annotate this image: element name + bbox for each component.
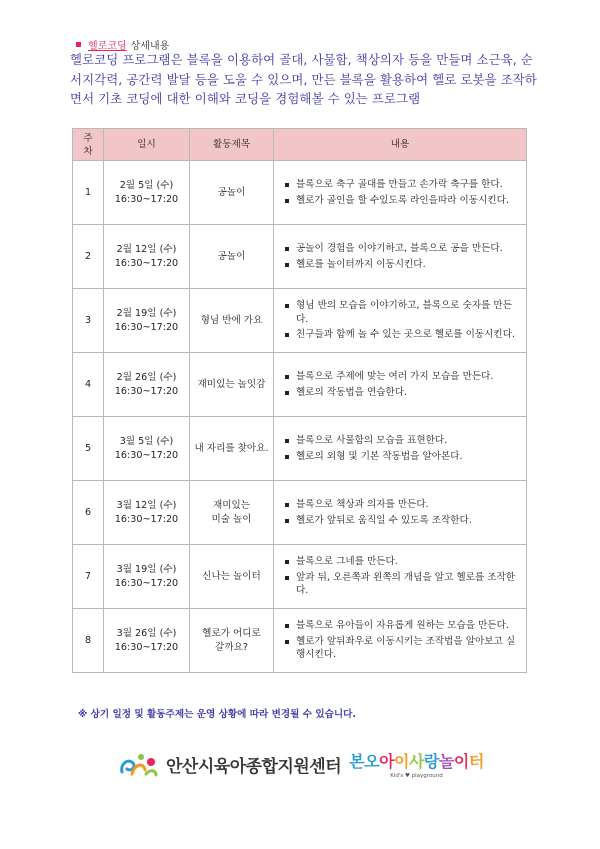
program-intro: 헬로코딩 프로그램은 블록을 이용하여 골대, 사물함, 책상의자 등을 만들며 소근육, 순서지각력, 공간력 발달 등을 도울 수 있으며, 만든 블록을 활용하여 헬로 로봇을 조작하면서 기초 코딩에 대한 이해와 코딩을 경험해볼 수 있는 프로그램 [70, 52, 537, 106]
section-tag: 헬로코딩 [88, 41, 127, 52]
content-list [284, 555, 522, 598]
content-cell [274, 417, 527, 481]
content-list [284, 434, 522, 463]
date-text: 2월 26일 (수) [116, 371, 177, 383]
content-list [284, 299, 522, 342]
table-row [73, 289, 527, 353]
week-cell: 5 [73, 417, 104, 481]
section-title: 상세내용 [130, 41, 170, 52]
date-text: 2월 19일 (수) [116, 307, 177, 319]
time-text: 16:30~17:20 [114, 321, 179, 333]
list-item: 블록으로 주제에 맞는 여러 가지 모습을 만든다. [284, 370, 522, 384]
content-list [284, 619, 522, 662]
activity-title-cell: 신나는 놀이터 [190, 545, 274, 609]
date-cell [104, 481, 190, 545]
center-logo-icon [118, 750, 160, 780]
activity-title-cell: 형님 반에 가요 [190, 289, 274, 353]
list-item: 헬로가 앞뒤로 움직일 수 있도록 조작한다. [284, 514, 522, 528]
list-item: 친구들과 함께 놀 수 있는 곳으로 헬로를 이동시킨다. [284, 328, 522, 342]
pink-square-bullet-icon [76, 42, 81, 47]
time-text: 16:30~17:20 [114, 513, 179, 525]
list-item: 형님 반의 모습을 이야기하고, 블록으로 숫자를 만든다. [284, 299, 522, 326]
content-cell [274, 609, 527, 673]
content-list [284, 498, 522, 527]
center-name: 안산시육아종합지원센터 [166, 757, 342, 777]
content-cell [274, 353, 527, 417]
content-cell [274, 161, 527, 225]
week-cell: 7 [73, 545, 104, 609]
footer-logo [118, 750, 484, 780]
activity-title-cell: 헬로가 어디로 갈까요? [190, 609, 274, 673]
week-cell: 1 [73, 161, 104, 225]
activity-title-cell: 공놀이 [190, 161, 274, 225]
week-cell: 6 [73, 481, 104, 545]
time-text: 16:30~17:20 [114, 577, 179, 589]
header-activity-title: 활동제목 [190, 129, 274, 161]
date-text: 3월 26일 (수) [116, 627, 177, 639]
list-item: 블록으로 사물함의 모습을 표현한다. [284, 434, 522, 448]
list-item: 헬로의 외형 및 기본 작동법을 알아본다. [284, 450, 522, 464]
date-text: 2월 12일 (수) [116, 243, 177, 255]
header-content: 내용 [274, 129, 527, 161]
content-list [284, 370, 522, 399]
table-row [73, 481, 527, 545]
list-item: 블록으로 축구 골대를 만들고 손가락 축구를 한다. [284, 178, 522, 192]
list-item: 앞과 뒤, 오른쪽과 왼쪽의 개념을 알고 헬로를 조작한다. [284, 571, 522, 598]
list-item: 헬로가 골인을 할 수있도록 라인을따라 이동시킨다. [284, 194, 522, 208]
date-cell [104, 353, 190, 417]
date-cell [104, 161, 190, 225]
table-header-row [73, 129, 527, 161]
schedule-notice: ※ 상기 일정 및 활동주제는 운영 상황에 따라 변경될 수 있습니다. [78, 709, 357, 720]
date-text: 3월 19일 (수) [116, 563, 177, 575]
list-item: 블록으로 책상과 의자를 만든다. [284, 498, 522, 512]
table-row [73, 609, 527, 673]
table-row [73, 545, 527, 609]
activity-title-cell: 공놀이 [190, 225, 274, 289]
date-cell [104, 545, 190, 609]
week-cell: 4 [73, 353, 104, 417]
time-text: 16:30~17:20 [114, 385, 179, 397]
table-row [73, 161, 527, 225]
content-cell [274, 545, 527, 609]
week-cell: 3 [73, 289, 104, 353]
list-item: 헬로를 놀이터까지 이동시킨다. [284, 258, 522, 272]
content-list [284, 178, 522, 207]
activity-title-cell: 내 자리를 찾아요. [190, 417, 274, 481]
brand-name: 아이사랑놀이터 [379, 752, 484, 771]
list-item: 헬로의 작동법을 연습한다. [284, 386, 522, 400]
list-item: 블록으로 유아들이 자유롭게 원하는 모습을 만든다. [284, 619, 522, 633]
content-cell [274, 225, 527, 289]
list-item: 공놀이 경험을 이야기하고, 블록으로 공을 만든다. [284, 242, 522, 256]
brand-subtitle: Kid's ♥ playground [390, 773, 443, 779]
activity-title-cell: 재미있는 놀잇감 [190, 353, 274, 417]
date-text: 3월 5일 (수) [119, 435, 174, 447]
brand-prefix: 본오 [349, 752, 380, 771]
time-text: 16:30~17:20 [114, 257, 179, 269]
header-date: 일시 [104, 129, 190, 161]
list-item: 블록으로 그네를 만든다. [284, 555, 522, 569]
table-row [73, 225, 527, 289]
week-cell: 8 [73, 609, 104, 673]
date-cell [104, 225, 190, 289]
date-cell [104, 289, 190, 353]
time-text: 16:30~17:20 [114, 449, 179, 461]
time-text: 16:30~17:20 [114, 641, 179, 653]
date-cell [104, 609, 190, 673]
time-text: 16:30~17:20 [114, 193, 179, 205]
date-text: 2월 5일 (수) [119, 179, 174, 191]
content-cell [274, 289, 527, 353]
list-item: 헬로가 앞뒤좌우로 이동시키는 조작법을 알아보고 실행시킨다. [284, 635, 522, 662]
content-list [284, 242, 522, 271]
date-cell [104, 417, 190, 481]
schedule-table [72, 128, 527, 673]
date-text: 3월 12일 (수) [116, 499, 177, 511]
content-cell [274, 481, 527, 545]
activity-title-cell: 재미있는 미술 놀이 [190, 481, 274, 545]
table-row [73, 353, 527, 417]
week-cell: 2 [73, 225, 104, 289]
header-week: 주 차 [73, 129, 104, 161]
table-row [73, 417, 527, 481]
brand-logo [349, 751, 484, 780]
